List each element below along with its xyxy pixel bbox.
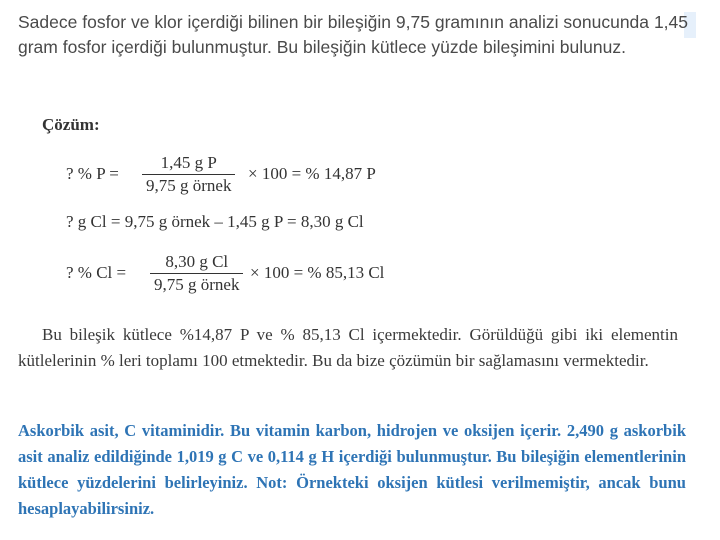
equation-mass-cl: ? g Cl = 9,75 g örnek – 1,45 g P = 8,30 g Cl [66, 212, 364, 231]
equation-3-fraction [150, 252, 243, 295]
solution-explanation: Bu bileşik kütlece %14,87 P ve % 85,13 Cl içermektedir. Görüldüğü gibi iki elementin kütlelerinin % leri toplamı 100 etmektedir. Bu da bize çözümün bir sağlamasını vermektedir. [18, 325, 678, 370]
equation-1-rhs: × 100 = % 14,87 P [248, 164, 376, 183]
equation-1-fraction [142, 153, 235, 196]
equation-3-rhs: × 100 = % 85,13 Cl [250, 263, 385, 282]
equation-3-lhs: ? % Cl = [66, 263, 127, 282]
equation-1-lhs: ? % P = [66, 164, 119, 183]
exercise-statement: Askorbik asit, C vitaminidir. Bu vitamin karbon, hidrojen ve oksijen içerir. 2,490 g askorbik asit analiz edildiğinde 1,019 g C ve 0,114 g H içerdiği bulunmuştur. Bu bileşiğin elementlerinin kütlece yüzdelerini belirleyiniz. Not: Örnekteki oksijen kütlesi verilmemiştir, ancak bunu hesaplayabilirsiniz. [18, 421, 686, 518]
equation-1-denominator: 9,75 g örnek [146, 176, 232, 195]
equation-3-numerator: 8,30 g Cl [150, 252, 243, 274]
equation-3-denominator: 9,75 g örnek [154, 275, 240, 294]
solution-title: Çözüm: [42, 115, 100, 134]
equation-1-numerator: 1,45 g P [142, 153, 235, 175]
problem-statement: Sadece fosfor ve klor içerdiği bilinen bir bileşiğin 9,75 gramının analizi sonucunda 1,45 gram fosfor içerdiği bulunmuştur. Bu bileşiğin kütlece yüzde bileşimini bulunuz. [18, 12, 688, 57]
